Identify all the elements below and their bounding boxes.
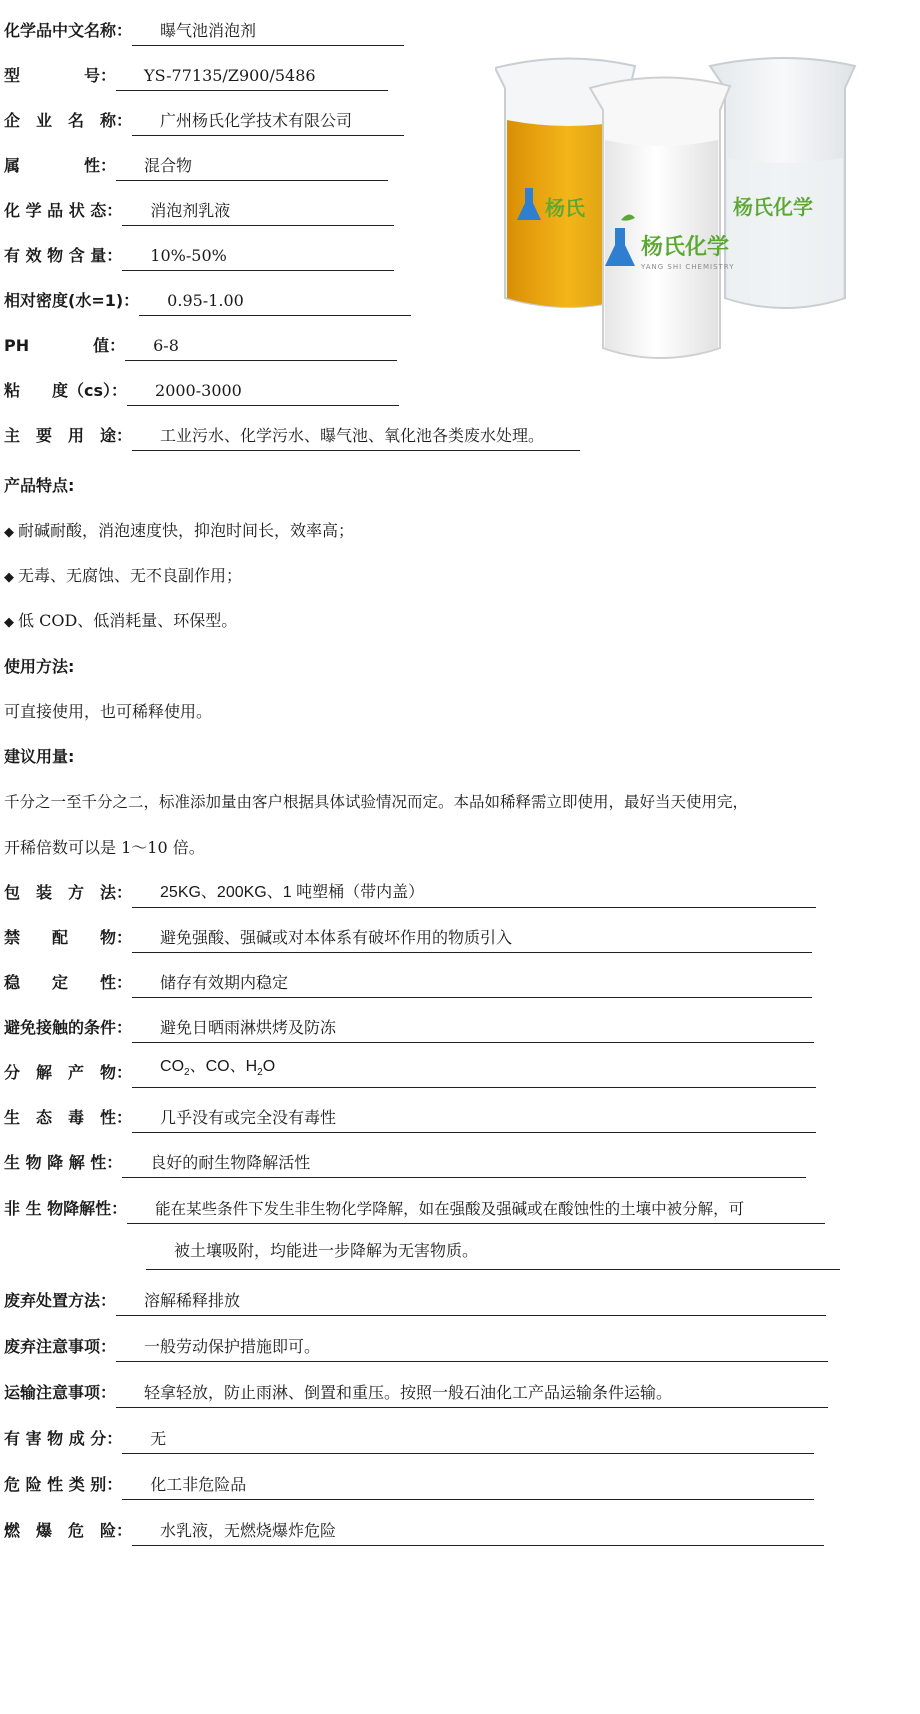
field-value: 避免日晒雨淋烘烤及防冻 bbox=[132, 1017, 814, 1043]
field-label: 避免接触的条件： bbox=[4, 1018, 133, 1037]
field-label: 分 解 产 物： bbox=[4, 1063, 133, 1082]
diamond-bullet-icon: ◆ bbox=[4, 615, 14, 630]
field-hazard-class bbox=[4, 1470, 814, 1500]
field-explosion-hazard bbox=[4, 1516, 824, 1546]
field-label: 稳 定 性： bbox=[4, 973, 133, 992]
brand-partial-text: 杨氏 bbox=[545, 196, 585, 220]
field-usage bbox=[4, 421, 580, 451]
feature-item: ◆ 耐碱耐酸，消泡速度快，抑泡时间长，效率高； bbox=[4, 521, 355, 540]
field-value: 曝气池消泡剂 bbox=[132, 20, 404, 46]
field-label: 非 生 物降解性： bbox=[4, 1199, 128, 1218]
field-value: 能在某些条件下发生非生物化学降解，如在强酸及强碱或在酸蚀性的土壤中被分解，可 bbox=[127, 1198, 825, 1224]
field-value: 一般劳动保护措施即可。 bbox=[116, 1336, 828, 1362]
field-label: 生 物 降 解 性： bbox=[4, 1153, 123, 1172]
diamond-bullet-icon: ◆ bbox=[4, 570, 14, 585]
field-value: $CO_2$、CO、$H_2O$ bbox=[132, 1056, 816, 1088]
dosage-text-line1: 千分之一至千分之二，标准添加量由客户根据具体试验情况而定。本品如稀释需立即使用，最好当天使用完， bbox=[4, 793, 749, 811]
field-label: 主 要 用 途： bbox=[4, 426, 133, 445]
brand-name-text-right: 杨氏化学 bbox=[733, 195, 813, 219]
dosage-heading: 建议用量: bbox=[4, 747, 75, 766]
field-packaging bbox=[4, 878, 816, 908]
field-value: 混合物 bbox=[116, 155, 388, 181]
field-value: 2000-3000 bbox=[127, 380, 399, 406]
field-value-continuation: 被土壤吸附，均能进一步降解为无害物质。 bbox=[146, 1240, 840, 1270]
field-value: 化工非危险品 bbox=[122, 1474, 814, 1500]
field-ecotoxicity bbox=[4, 1103, 816, 1133]
beaker-white bbox=[590, 77, 730, 358]
field-label: 化 学 品 状 态： bbox=[4, 201, 123, 220]
field-state bbox=[4, 196, 394, 226]
field-label: PH 值： bbox=[4, 336, 126, 355]
usage-heading: 使用方法: bbox=[4, 657, 75, 676]
field-value: 广州杨氏化学技术有限公司 bbox=[132, 110, 404, 136]
field-hazardous-components bbox=[4, 1424, 814, 1454]
field-label: 属 性： bbox=[4, 156, 117, 175]
field-label: 有 害 物 成 分： bbox=[4, 1429, 123, 1448]
usage-text: 可直接使用，也可稀释使用。 bbox=[4, 702, 213, 721]
field-label: 包 装 方 法： bbox=[4, 883, 133, 902]
field-label: 粘 度（cs）： bbox=[4, 381, 128, 400]
field-avoid-conditions bbox=[4, 1013, 814, 1043]
field-abiotic-degradability bbox=[4, 1194, 825, 1224]
field-value: 25KG、200KG、1 吨塑桶（带内盖） bbox=[132, 882, 816, 908]
field-value: 10%-50% bbox=[122, 245, 394, 271]
field-label: 禁 配 物： bbox=[4, 928, 133, 947]
field-value: 6-8 bbox=[125, 335, 397, 361]
field-viscosity bbox=[4, 376, 399, 406]
field-label: 燃 爆 危 险： bbox=[4, 1521, 133, 1540]
field-label: 相对密度(水=1)： bbox=[4, 291, 140, 310]
field-value: YS-77135/Z900/5486 bbox=[116, 65, 388, 91]
field-value: 储存有效期内稳定 bbox=[132, 972, 812, 998]
field-label: 危 险 性 类 别： bbox=[4, 1475, 123, 1494]
brand-english-text: YANG SHI CHEMISTRY bbox=[641, 263, 735, 271]
field-label: 运输注意事项： bbox=[4, 1383, 117, 1402]
product-beakers-image bbox=[495, 48, 895, 388]
field-label: 化学品中文名称： bbox=[4, 21, 133, 40]
field-label: 废弃注意事项： bbox=[4, 1337, 117, 1356]
dosage-text-line2: 开稀倍数可以是 1～10 倍。 bbox=[4, 838, 205, 857]
field-label: 生 态 毒 性： bbox=[4, 1108, 133, 1127]
field-ph bbox=[4, 331, 397, 361]
field-density bbox=[4, 286, 411, 316]
field-value: 溶解稀释排放 bbox=[116, 1290, 826, 1316]
field-model bbox=[4, 61, 388, 91]
field-label: 有 效 物 含 量： bbox=[4, 246, 123, 265]
field-label: 企 业 名 称： bbox=[4, 111, 133, 130]
field-biodegradability bbox=[4, 1148, 806, 1178]
brand-logo-right bbox=[733, 195, 813, 219]
field-label: 型 号： bbox=[4, 66, 117, 85]
field-decomposition bbox=[4, 1058, 816, 1088]
field-stability bbox=[4, 968, 812, 998]
field-disposal-method bbox=[4, 1286, 826, 1316]
field-value: 轻拿轻放，防止雨淋、倒置和重压。按照一般石油化工产品运输条件运输。 bbox=[116, 1382, 828, 1408]
field-disposal-notes bbox=[4, 1332, 828, 1362]
diamond-bullet-icon: ◆ bbox=[4, 525, 14, 540]
brand-name-text: 杨氏化学 bbox=[641, 235, 730, 260]
field-value: 无 bbox=[122, 1428, 814, 1454]
field-chemical-name bbox=[4, 16, 404, 46]
field-value: 良好的耐生物降解活性 bbox=[122, 1152, 806, 1178]
field-value: 0.95-1.00 bbox=[139, 290, 411, 316]
field-transport-notes bbox=[4, 1378, 828, 1408]
field-content bbox=[4, 241, 394, 271]
field-incompatible bbox=[4, 923, 812, 953]
feature-item: ◆ 低 COD、低消耗量、环保型。 bbox=[4, 611, 238, 630]
field-value: 水乳液，无燃烧爆炸危险 bbox=[132, 1520, 824, 1546]
features-heading: 产品特点: bbox=[4, 476, 75, 495]
field-value: 工业污水、化学污水、曝气池、氧化池各类废水处理。 bbox=[132, 425, 580, 451]
field-property bbox=[4, 151, 388, 181]
field-value: 消泡剂乳液 bbox=[122, 200, 394, 226]
field-value: 避免强酸、强碱或对本体系有破坏作用的物质引入 bbox=[132, 927, 812, 953]
field-value: 几乎没有或完全没有毒性 bbox=[132, 1107, 816, 1133]
field-company bbox=[4, 106, 404, 136]
field-label: 废弃处置方法： bbox=[4, 1291, 117, 1310]
feature-item: ◆ 无毒、无腐蚀、无不良副作用； bbox=[4, 566, 243, 585]
